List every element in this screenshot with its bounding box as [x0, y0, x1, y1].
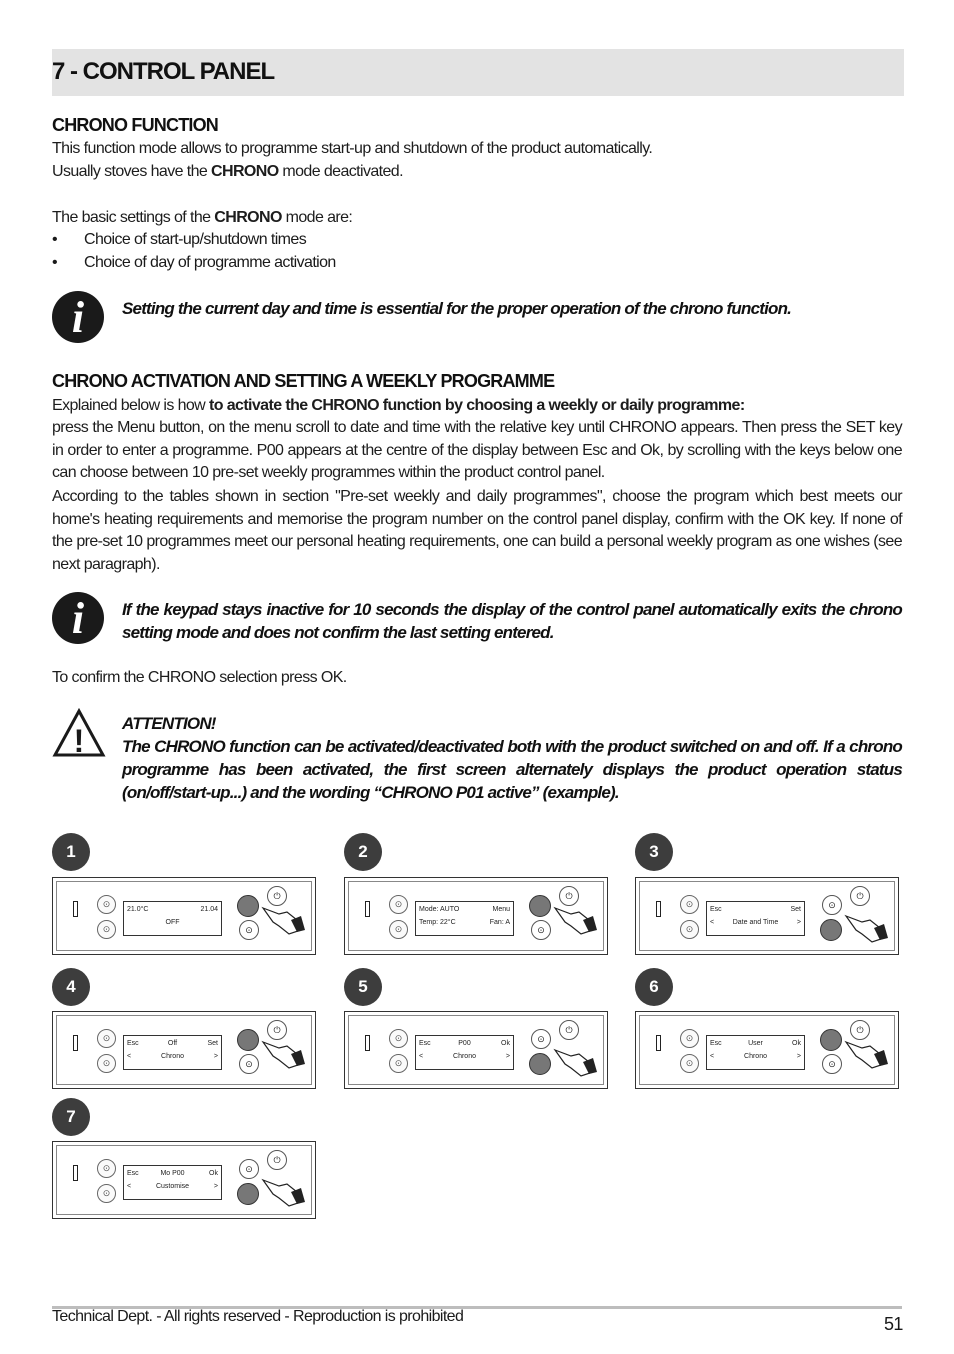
display-top-right: Set [790, 906, 801, 913]
power-indicator-bar [365, 901, 370, 917]
attention-title: ATTENTION! [122, 714, 216, 733]
text-span: mode are: [281, 209, 353, 226]
panel-display [123, 1035, 222, 1070]
control-panel-illustration [635, 1011, 899, 1089]
display-bottom-left: < [710, 919, 715, 926]
control-panel-illustration [52, 1141, 316, 1219]
display-top-left: Esc [419, 1040, 431, 1047]
left-lower-key-icon: ⊙ [97, 1184, 116, 1203]
power-key-icon: ⏻ [559, 1020, 579, 1040]
pointing-hand-icon [261, 1034, 305, 1070]
left-upper-key-icon: ⊙ [389, 895, 408, 914]
display-top-center: P00 [458, 1040, 471, 1047]
keypad-inactive-note: If the keypad stays inactive for 10 seconds the display of the control panel automatically exits the chrono setting mode and does not confirm the last setting entered. [122, 600, 902, 642]
display-bottom-right: > [505, 1053, 510, 1060]
chrono-function-heading: CHRONO FUNCTION [52, 115, 218, 135]
power-key-icon: ⏻ [850, 886, 870, 906]
section-header-bar [52, 49, 904, 96]
display-top-right: Ok [792, 1040, 801, 1047]
page-number: 51 [884, 1314, 903, 1334]
chrono-day-time-note: Setting the current day and time is essential for the proper operation of the chrono function. [122, 299, 792, 318]
display-top-left: Esc [710, 906, 722, 913]
step-number-badge: 1 [52, 833, 90, 871]
step-number-badge: 5 [344, 968, 382, 1006]
pressed-upper-key [237, 895, 259, 917]
panel-display [415, 901, 514, 936]
list-item [52, 229, 652, 252]
power-indicator-bar [73, 901, 78, 917]
chrono-intro-line: This function mode allows to programme start-up and shutdown of the product automatically. [52, 140, 653, 157]
chrono-default-line [52, 161, 912, 184]
display-bottom-center: OFF [165, 919, 180, 926]
pointing-hand-icon [844, 908, 888, 944]
right-upper-key-icon: ⊙ [531, 1029, 551, 1049]
pressed-upper-key [820, 1029, 842, 1051]
display-top-left: Mode: AUTO [419, 906, 460, 913]
text-span: Usually stoves have the [52, 163, 212, 180]
left-lower-key-icon: ⊙ [97, 920, 116, 939]
power-key-icon: ⏻ [267, 886, 287, 906]
display-bottom-left: < [127, 1053, 132, 1060]
control-panel-illustration [344, 1011, 608, 1089]
attention-mark: ! [73, 723, 85, 758]
list-item [52, 252, 652, 275]
text-span: The basic settings of the [52, 209, 215, 226]
left-lower-key-icon: ⊙ [389, 1054, 408, 1073]
panel-display [415, 1035, 514, 1070]
power-key-icon: ⏻ [267, 1020, 287, 1040]
display-bottom-right: > [796, 1053, 801, 1060]
display-bottom-center: Customise [155, 1183, 190, 1190]
weekly-paragraph-2: According to the tables shown in section "Pre-set weekly and daily programmes", choose the program which best meets our home's heating requirements and memorise the program number on the control panel display, confirm with the OK key. If none of the pre-set 10 programmes meet our personal heating requirements, one can build a personal weekly program as one wishes (see next paragraph). [52, 488, 902, 573]
weekly-intro-line [52, 395, 912, 418]
step-number-badge: 2 [344, 833, 382, 871]
left-upper-key-icon: ⊙ [680, 1029, 699, 1048]
control-panel-illustration [52, 877, 316, 955]
display-top-left: Esc [127, 1040, 139, 1047]
step-number-badge: 6 [635, 968, 673, 1006]
info-icon: i [52, 592, 104, 644]
left-upper-key-icon: ⊙ [97, 1029, 116, 1048]
control-panel-illustration [344, 877, 608, 955]
confirm-chrono-line: To confirm the CHRONO selection press OK. [52, 669, 347, 686]
step-number-badge: 7 [52, 1098, 90, 1136]
text-span: mode deactivated. [278, 163, 403, 180]
right-upper-key-icon: ⊙ [822, 895, 842, 915]
left-lower-key-icon: ⊙ [680, 1054, 699, 1073]
power-key-icon: ⏻ [267, 1150, 287, 1170]
power-key-icon: ⏻ [850, 1020, 870, 1040]
right-lower-key-icon: ⊙ [822, 1054, 842, 1074]
display-bottom-right: Fan: A [489, 919, 510, 926]
pressed-lower-key [529, 1053, 551, 1075]
display-bottom-left: Temp: 22°C [419, 919, 456, 926]
power-indicator-bar [365, 1035, 370, 1051]
chrono-basic-settings-line [52, 207, 912, 230]
display-top-right: Menu [492, 906, 510, 913]
display-bottom-center: Date and Time [732, 919, 779, 926]
panel-display [123, 1165, 222, 1200]
control-panel-illustration [52, 1011, 316, 1089]
display-top-left: Esc [127, 1170, 139, 1177]
left-lower-key-icon: ⊙ [389, 920, 408, 939]
bullet-text: Choice of start-up/shutdown times [84, 231, 307, 248]
display-bottom-center: Chrono [161, 1053, 184, 1060]
right-upper-key-icon: ⊙ [239, 1159, 259, 1179]
display-bottom-right: > [796, 919, 801, 926]
pointing-hand-icon [553, 1042, 597, 1078]
pointing-hand-icon [261, 900, 305, 936]
pointing-hand-icon [553, 900, 597, 936]
panel-display [123, 901, 222, 936]
bold-chrono: CHRONO [214, 209, 282, 226]
left-upper-key-icon: ⊙ [389, 1029, 408, 1048]
display-top-right: Ok [209, 1170, 218, 1177]
left-upper-key-icon: ⊙ [97, 1159, 116, 1178]
attention-text: The CHRONO function can be activated/deactivated both with the product switched on and off. If a chrono programme has been activated, the first screen alternately displays the product operation status (on/off/start-up...) and the wording “CHRONO P01 active” (example). [122, 737, 902, 802]
display-bottom-left: < [419, 1053, 424, 1060]
display-top-right: 21.04 [200, 906, 218, 913]
display-bottom-center: Chrono [744, 1053, 767, 1060]
display-bottom-right: > [213, 1183, 218, 1190]
display-bottom-left: < [710, 1053, 715, 1060]
step-number-badge: 3 [635, 833, 673, 871]
section-title: 7 - CONTROL PANEL [52, 58, 275, 85]
display-top-right: Set [207, 1040, 218, 1047]
bullet-dot: • [52, 231, 58, 248]
text-span: Explained below is how [52, 397, 209, 414]
warning-triangle-icon [52, 708, 106, 758]
left-lower-key-icon: ⊙ [97, 1054, 116, 1073]
control-panel-illustration [635, 877, 899, 955]
pressed-lower-key [820, 919, 842, 941]
power-indicator-bar [73, 1165, 78, 1181]
left-upper-key-icon: ⊙ [680, 895, 699, 914]
display-top-right: Ok [501, 1040, 510, 1047]
weekly-programme-heading: CHRONO ACTIVATION AND SETTING A WEEKLY PROGRAMME [52, 371, 555, 391]
pointing-hand-icon [844, 1034, 888, 1070]
display-top-center: User [748, 1040, 763, 1047]
info-icon: i [52, 291, 104, 343]
right-lower-key-icon: ⊙ [239, 920, 259, 940]
display-top-center: Off [167, 1040, 178, 1047]
pressed-upper-key [237, 1029, 259, 1051]
left-lower-key-icon: ⊙ [680, 920, 699, 939]
power-indicator-bar [656, 901, 661, 917]
display-top-left: 21.0°C [127, 906, 149, 913]
panel-display [706, 1035, 805, 1070]
bold-intro: to activate the CHRONO function by choosing a weekly or daily programme: [208, 397, 745, 414]
power-indicator-bar [73, 1035, 78, 1051]
display-bottom-left: < [127, 1183, 132, 1190]
power-key-icon: ⏻ [559, 886, 579, 906]
left-upper-key-icon: ⊙ [97, 895, 116, 914]
panel-display [706, 901, 805, 936]
step-number-badge: 4 [52, 968, 90, 1006]
power-indicator-bar [656, 1035, 661, 1051]
bullet-text: Choice of day of programme activation [84, 254, 336, 271]
pressed-lower-key [237, 1183, 259, 1205]
bullet-dot: • [52, 254, 58, 271]
display-top-center: Mo P00 [160, 1170, 185, 1177]
pointing-hand-icon [261, 1172, 305, 1208]
footer-copyright: Technical Dept. - All rights reserved - Reproduction is prohibited [52, 1308, 464, 1325]
weekly-paragraph-1: press the Menu button, on the menu scroll to date and time with the relative key until CHRONO appears. Then press the SET key in order to enter a programme. P00 appears at the centre of the display between Esc and Ok, by scrolling with the keys below one can choose between 10 pre-set weekly programmes within the product control panel. [52, 419, 902, 482]
right-lower-key-icon: ⊙ [531, 920, 551, 940]
display-bottom-right: > [213, 1053, 218, 1060]
display-top-left: Esc [710, 1040, 722, 1047]
bold-chrono: CHRONO [211, 163, 279, 180]
right-lower-key-icon: ⊙ [239, 1054, 259, 1074]
display-bottom-center: Chrono [453, 1053, 476, 1060]
pressed-upper-key [529, 895, 551, 917]
